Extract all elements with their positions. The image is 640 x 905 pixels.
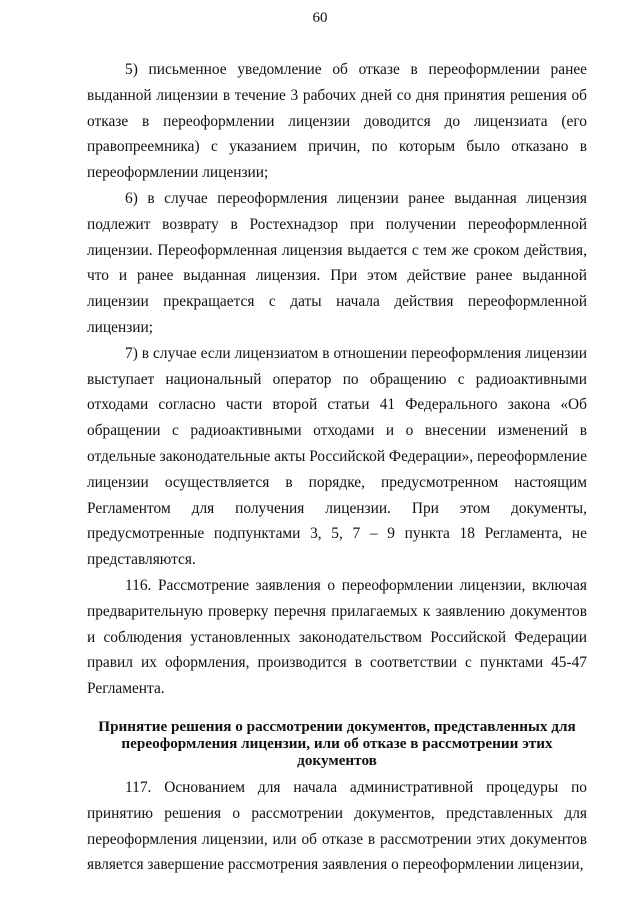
paragraph-117: 117. Основанием для начала административной процедуры по принятию решения о рассмотрении документов, представленных для переоформления лицензии, или об отказе в рассмотрении этих документов является завершение рассмотрения заявления о переоформлении лицензии, [87, 778, 587, 874]
section-heading: Принятие решения о рассмотрении документов, представленных для переоформления лицензии, или об отказе в рассмотрении этих документов [98, 717, 576, 769]
paragraph-item-5: 5) письменное уведомление об отказе в переоформлении ранее выданной лицензии в течение 3 рабочих дней со дня принятия решения об отказе в переоформлении лицензии доводится до лицензиата (его правопреемника) с указанием причин, по которым было отказано в переоформлении лицензии; [87, 61, 587, 182]
document-body [87, 57, 587, 878]
paragraph-item-6: 6) в случае переоформления лицензии ранее выданная лицензия подлежит возврату в Ростехнадзор при получении переоформленной лицензии. Переоформленная лицензия выдается с тем же сроком действия, что и ранее выданная лицензия. При этом действие ранее выданной лицензии прекращается с даты начала действия переоформленной лицензии; [87, 189, 587, 336]
page-number: 60 [312, 10, 328, 26]
paragraph-item-7: 7) в случае если лицензиатом в отношении переоформления лицензии выступает национальный оператор по обращению с радиоактивными отходами согласно части второй статьи 41 Федерального закона «Об обращении с радиоактивными отходами и о внесении изменений в отдельные законодательные акты Российской Федерации», переоформление лицензии осуществляется в порядке, предусмотренном настоящим Регламентом для получения лицензии. При этом документы, предусмотренные подпунктами 3, 5, 7 – 9 пункта 18 Регламента, не представляются. [87, 344, 587, 569]
paragraph-116: 116. Рассмотрение заявления о переоформлении лицензии, включая предварительную проверку перечня прилагаемых к заявлению документов и соблюдения установленных законодательством Российской Федерации правил их оформления, производится в соответствии с пунктами 45-47 Регламента. [87, 576, 587, 698]
